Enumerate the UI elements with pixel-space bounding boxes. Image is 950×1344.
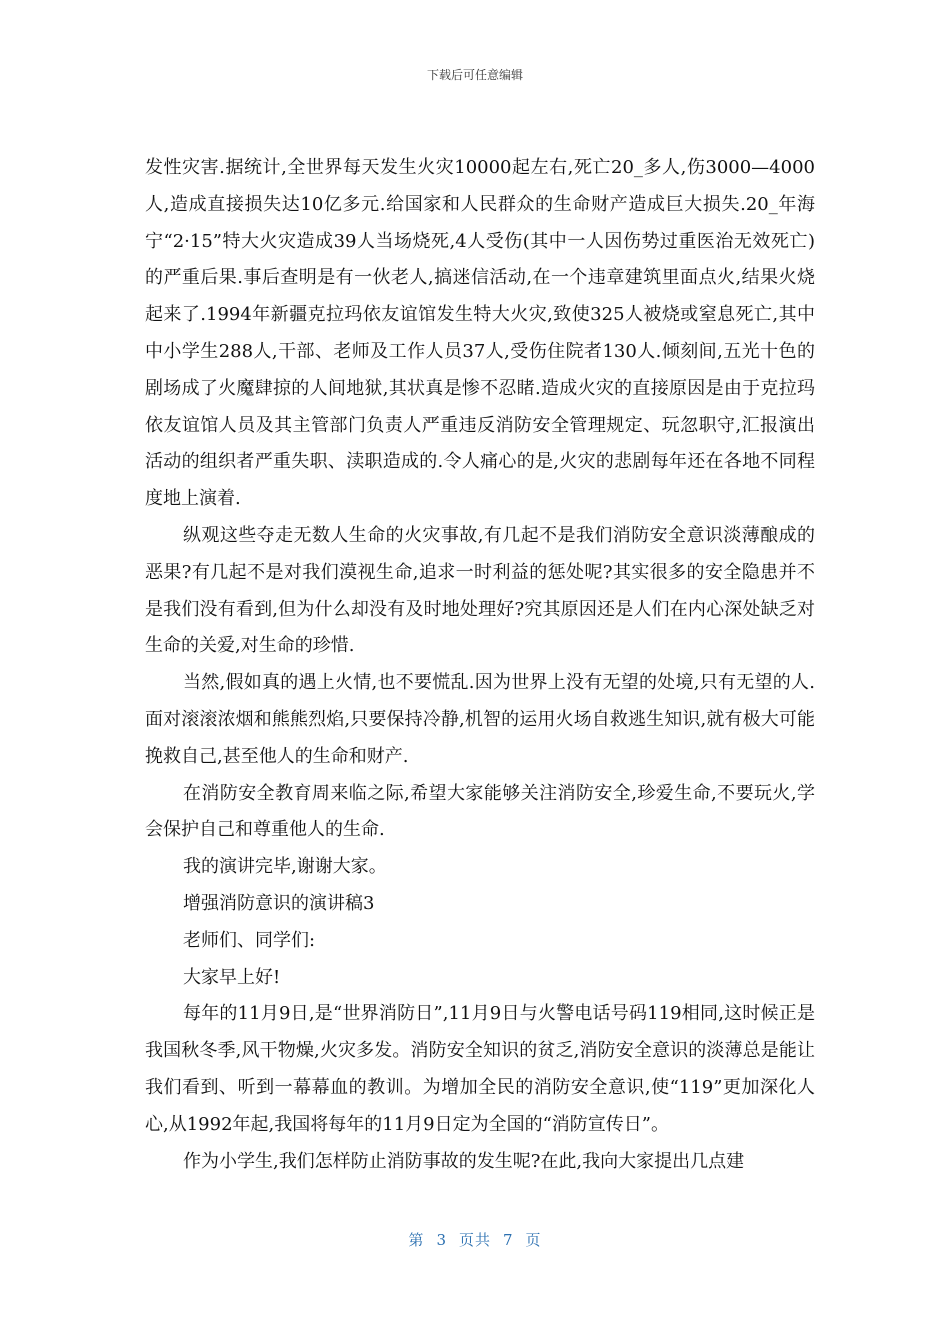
paragraph: 在消防安全教育周来临之际,希望大家能够关注消防安全,珍爱生命,不要玩火,学会保护自己和尊重他人的生命. <box>145 782 815 841</box>
page-footer <box>0 1229 950 1250</box>
paragraph: 每年的11月9日,是“世界消防日”,11月9日与火警电话号码119相同,这时候正是我国秋冬季,风干物燥,火灾多发。消防安全知识的贫乏,消防安全意识的淡薄总是能让我们看到、听到一幕幕血的教训。为增加全民的消防安全意识,使“119”更加深化人心,从1992年起,我国将每年的11月9日定为全国的“消防宣传日”。 <box>145 1003 815 1135</box>
page-number: 3 <box>436 1231 447 1249</box>
document-body <box>145 150 815 1180</box>
paragraph: 我的演讲完毕,谢谢大家。 <box>183 856 387 878</box>
footer-label-page: 第 <box>408 1231 425 1249</box>
paragraph: 纵观这些夺走无数人生命的火灾事故,有几起不是我们消防安全意识淡薄酿成的恶果?有几起不是对我们漠视生命,追求一时利益的惩处呢?其实很多的安全隐患并不是我们没有看到,但为什么却没有及时地处理好?究其原因还是人们在内心深处缺乏对生命的关爱,对生命的珍惜. <box>145 524 815 657</box>
salutation: 老师们、同学们: <box>183 929 316 951</box>
section-heading: 增强消防意识的演讲稿3 <box>183 892 375 914</box>
footer-label-end: 页 <box>525 1231 542 1249</box>
greeting: 大家早上好! <box>183 966 281 988</box>
paragraph: 作为小学生,我们怎样防止消防事故的发生呢?在此,我向大家提出几点建 <box>183 1150 745 1172</box>
page-total: 7 <box>503 1231 514 1249</box>
footer-label-of: 页共 <box>458 1231 491 1249</box>
paragraph: 当然,假如真的遇上火情,也不要慌乱.因为世界上没有无望的处境,只有无望的人.面对滚滚浓烟和熊熊烈焰,只要保持冷静,机智的运用火场自救逃生知识,就有极大可能挽救自己,甚至他人的生命和财产. <box>145 672 815 767</box>
paragraph: 发性灾害.据统计,全世界每天发生火灾10000起左右,死亡20_多人,伤3000—4000人,造成直接损失达10亿多元.给国家和人民群众的生命财产造成巨大损失.20_年海宁“2·15”特大火灾造成39人当场烧死,4人受伤(其中一人因伤势过重医治无效死亡)的严重后果.事后查明是有一伙老人,搞迷信活动,在一个违章建筑里面点火,结果火烧起来了.1994年新疆克拉玛依友谊馆发生特大火灾,致使325人被烧或窒息死亡,其中中小学生288人,干部、老师及工作人员37人,受伤住院者130人.倾刻间,五光十色的剧场成了火魔肆掠的人间地狱,其状真是惨不忍睹.造成火灾的直接原因是由于克拉玛依友谊馆人员及其主管部门负责人严重违反消防安全管理规定、玩忽职守,汇报演出活动的组织者严重失职、渎职造成的.令人痛心的是,火灾的悲剧每年还在各地不同程度地上演着. <box>145 157 815 510</box>
page-header: 下载后可任意编辑 <box>426 68 523 82</box>
